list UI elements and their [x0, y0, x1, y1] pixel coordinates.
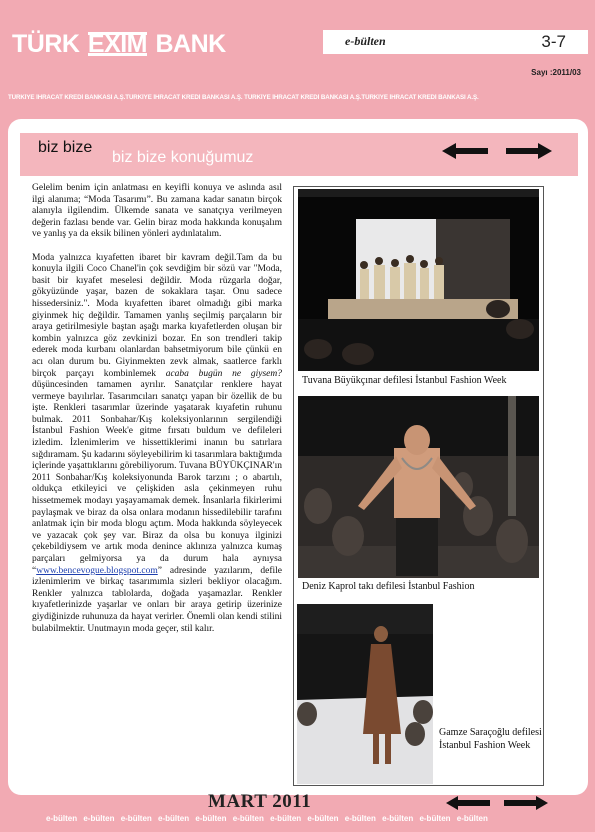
footer-strip-item: e-bülten — [270, 814, 302, 823]
section-title-light: biz bize konuğumuz — [112, 149, 254, 166]
photo-caption-3 — [439, 727, 542, 752]
blog-link[interactable]: www.bencevogue.blogspot.com — [36, 565, 158, 576]
section-header — [20, 133, 578, 176]
article-paragraph-2 — [32, 253, 282, 636]
bank-name-banner: TÜRKİYE İHRACAT KREDİ BANKASI A.Ş.TÜRKİYE İHRACAT KREDİ BANKASI A.Ş. TÜRKİYE İHRACAT KREDİ BANKASI A.Ş.TÜRKİYE İHRACAT KREDİ BANKASI A.Ş. — [8, 94, 479, 101]
photo-column — [293, 186, 544, 786]
article-body — [32, 183, 282, 647]
footer-date: MART 2011 — [208, 791, 312, 812]
footer-strip-item: e-bülten — [419, 814, 451, 823]
footer-strip-item: e-bülten — [195, 814, 227, 823]
page-nav-top — [442, 143, 552, 159]
article-quote: acaba bugün ne giysem? — [165, 368, 282, 379]
footer-strip-item: e-bülten — [456, 814, 488, 823]
photo-jewelry-show — [298, 396, 539, 578]
arrow-right-icon[interactable] — [506, 143, 552, 159]
issue-date: Sayı :2011/03 — [531, 68, 581, 77]
arrow-right-icon[interactable] — [504, 796, 548, 810]
footer-strip-item: e-bülten — [382, 814, 414, 823]
brand-turk: TÜRK — [12, 30, 80, 58]
footer-strip-item: e-bülten — [120, 814, 152, 823]
photo-caption-3-line2: İstanbul Fashion Week — [439, 739, 531, 751]
newsletter-label: e-bülten — [345, 34, 386, 48]
brand-bank: BANK — [155, 30, 226, 58]
photo-runway-model — [297, 604, 433, 784]
photo-caption-2: Deniz Kaprol takı defilesi İstanbul Fashion — [302, 581, 475, 592]
brand-logo — [12, 30, 226, 58]
arrow-left-icon[interactable] — [446, 796, 490, 810]
photo-runway-finale — [298, 189, 539, 371]
photo-caption-1: Tuvana Büyükçınar defilesi İstanbul Fashion Week — [302, 375, 507, 386]
article-paragraph-2-b: düşüncesinden tamamen ayrılır. Sanatçılar renklere hayat vermeye bayılırlar. Tasarımcıları sanatçı yapan bir özellik de bu işte. Renkleri tasarımlar üzerinde yaşatarak kıyafetin ruhunu bulmak. 2011 Sonbahar/Kış koleksiyonlarının sergilendiği İstanbul Fashion Week'e gitme fırsatı buldum ve defileleri izledim. İzlenimlerim ve hissettiklerimi inanın bu satırlara sığdıramam. Şu kadarını söyleyebilirim ki tasarımlara baktığımda içlerinde yaşattıklarını görebiliyorum. Tuvana BÜYÜKÇINAR'ın 2011 Sonbahar/Kış koleksiyonunda Barok tarzını ; o abartılı, oldukça etkileyici ve çelişkiden asla çekinmeyen ruhu hissetmemek modayı yaşayamamak demek. İnsanlarla fikirlerimi paylaşmak ve biraz da olsa onlara modanın hissedilebilir tarafını anlatmak için bir moda blogu açtım. Moda hakkında söyleyecek ve yazacak çok şey var. Biraz da olsa bu konuya ilginizi çekebildiysem ve artık moda denince aklınıza yalnızca kumaş parçaları gelmiyorsa ya da durum hala aynıysa “ — [32, 380, 282, 576]
footer-strip-item: e-bülten — [344, 814, 376, 823]
issue-number: 3-7 — [541, 32, 566, 51]
footer-strip-item: e-bülten — [307, 814, 339, 823]
article-paragraph-1: Gelelim benim için anlatması en keyifli konuya ve aslında asıl ilgi alanıma; “Moda Tasarımı”. Bu zamana kadar sanatın birçok alanıyla ilgilendim. Ülkemde sanata ve sanatçıya verilmeyen değerin fazlası bende var. Gelin biraz moda hakkında konuşalım ve yanlış ya da eksik bilinen yönleri aydınlatalım. — [32, 183, 282, 240]
footer-strip-item: e-bülten — [46, 814, 78, 823]
newsletter-box — [323, 30, 588, 54]
footer-strip-item: e-bülten — [158, 814, 190, 823]
section-title-dark: biz bize — [38, 139, 93, 156]
article-paragraph-2-a: Moda yalnızca kıyafetten ibaret bir kavram değil.Tam da bu konuyla ilgili Coco Chanel'in çok sevdiğim bir sözü var "Moda, basit bir kıyafet meselesi değildir. Moda rüzgarla doğar, gökyüzünde yaşar, bazen de sokaklara taşar. Onu sadece hissedersiniz.". Moda kıyafetten ibaret olmadığı gibi marka giyinmek hiç değildir. Tamamen yanlış seçilmiş parçaların bir araya getirilmesiyle baştan aşağı marka kıyafetlerden oluşan bir kombin yalnızca göz zevkinizi bozar. En son trendleri takip ederek moda kurbanı olanlardan bahsetmiyorum bile çünkü en acı olan durum bu. Giyinmekten zevk almak, saatlerce farklı birçok parçayı kombinlemek — [32, 252, 282, 379]
footer-strip-item: e-bülten — [83, 814, 115, 823]
page-nav-bottom — [446, 796, 548, 810]
arrow-left-icon[interactable] — [442, 143, 488, 159]
brand-exim: EXIM — [87, 30, 148, 58]
photo-caption-3-line1: Gamze Saraçoğlu defilesi — [439, 727, 542, 738]
footer-strip-item: e-bülten — [232, 814, 264, 823]
article-paragraph-2-c: ” adresinde yazılarım, defile izlenimlerim ve birkaç tasarımımla sizleri bekliyor olacağım. Renkler yalnızca tablolarda, doğada yaşamazlar. Renkler kıyafetlerinizde yaşarlar ve onları bir araya getirip üzerinize giydiğinizde ruhunuza da hayat verirler. Önemli olan kendi stilini bulabilmektir. Unutmayın moda geçer, stil kalır. — [32, 565, 282, 634]
footer-strip — [46, 814, 566, 823]
